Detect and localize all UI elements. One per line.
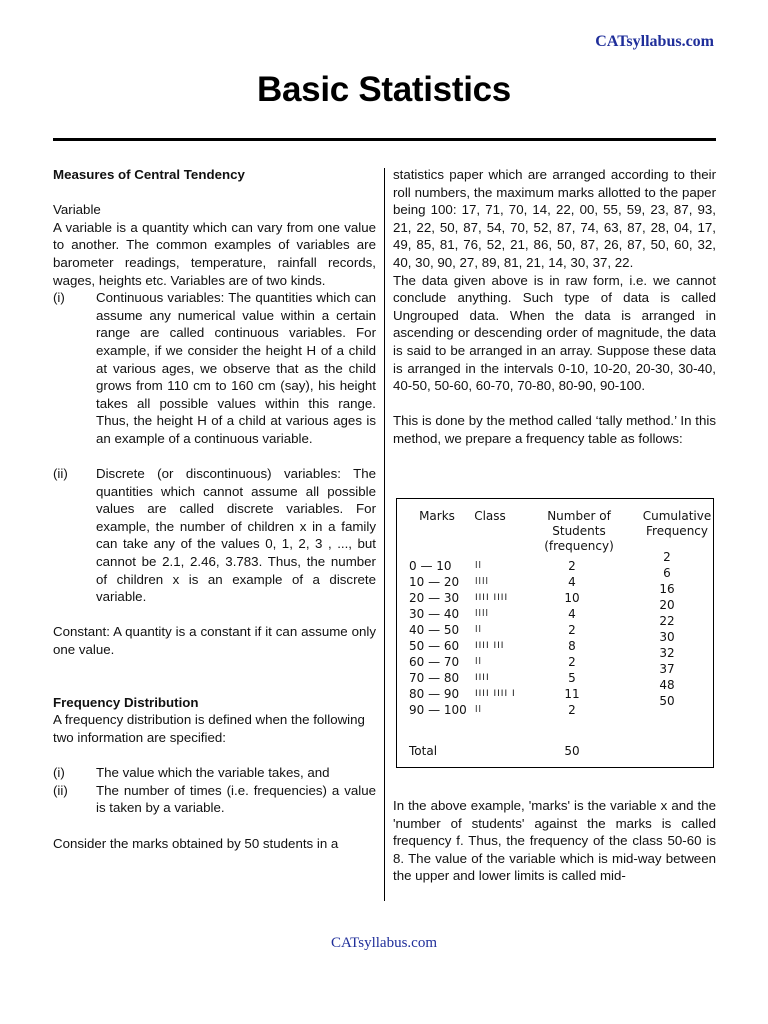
cell-cumulative: 2 — [663, 550, 671, 564]
table-total-row — [397, 743, 715, 759]
cell-marks: 30 — 40 — [409, 607, 460, 621]
heading-frequency-distribution: Frequency Distribution — [53, 694, 199, 710]
cell-tally: ll — [475, 561, 483, 571]
header-students — [519, 509, 639, 554]
cell-cumulative: 50 — [659, 694, 675, 708]
variable-paragraph: A variable is a quantity which can vary from one value to another. The common examples of variables are barometer readings, temperature, rainfall records, wages, heights etc. Variables are of two kinds. — [53, 219, 376, 288]
list-text: Continuous variables: The quantities which can assume any numerical value within a certain range are called continuous variables. For example, if we consider the height H of a child at various ages, we observe that as the child grows from 110 cm to 160 cm (say), his height takes all possible values within this range. Thus, the height H of a child at various ages is an example of a continuous variable. — [96, 290, 376, 446]
cell-frequency: 2 — [568, 655, 576, 669]
cell-cumulative: 37 — [659, 662, 675, 676]
cell-total-label: Total — [409, 744, 438, 758]
header-cumulative-line1: Cumulative — [642, 509, 712, 523]
variable-explanation-paragraph: In the above example, 'marks' is the variable x and the 'number of students' against the marks is called frequency f. Thus, the frequency of the class 50-60 is 8. The value of the variable which is mid-way between the upper and lower limits is called mid- — [393, 798, 716, 884]
cell-frequency: 8 — [568, 639, 576, 653]
cell-tally: ll — [475, 625, 483, 635]
frequency-table — [396, 498, 714, 768]
constant-paragraph: Constant: A quantity is a constant if it can assume only one value. — [53, 624, 376, 658]
cell-cumulative: 48 — [659, 678, 675, 692]
cell-marks: 90 — 100 — [409, 703, 467, 717]
cell-cumulative: 20 — [659, 598, 675, 612]
cell-frequency: 11 — [564, 687, 580, 701]
cell-cumulative: 16 — [659, 582, 675, 596]
right-column — [393, 166, 716, 448]
raw-data-paragraph: statistics paper which are arranged according to their roll numbers, the maximum marks allotted to the paper being 100: 17, 71, 70, 14, 22, 00, 55, 59, 23, 87, 93, 21, 22, 50, 87, 54, 70, 52, 87, 74, 63, 87, 28, 04, 17, 49, 85, 81, 76, 52, 21, 86, 50, 87, 26, 87, 50, 60, 32, 40, 30, 90, 27, 89, 81, 21, 14, 30, 37, 22. — [393, 167, 716, 270]
cell-frequency: 10 — [564, 591, 580, 605]
cell-marks: 40 — 50 — [409, 623, 460, 637]
right-column-lower — [393, 797, 716, 885]
list-item-value — [53, 764, 376, 782]
header-cumulative — [641, 509, 713, 539]
cell-tally: llll — [475, 609, 490, 619]
cell-tally: IIII IIII I — [475, 689, 516, 699]
title-rule — [53, 138, 716, 141]
cell-frequency: 5 — [568, 671, 576, 685]
cell-cumulative: 22 — [659, 614, 675, 628]
cell-marks: 50 — 60 — [409, 639, 460, 653]
heading-central-tendency: Measures of Central Tendency — [53, 167, 245, 182]
page-title: Basic Statistics — [257, 70, 511, 109]
header-class: Class — [474, 509, 506, 523]
list-number: (i) — [53, 765, 65, 781]
cell-frequency: 2 — [568, 703, 576, 717]
header-students-line1: Number of Students — [547, 509, 611, 538]
cell-tally: llll — [475, 577, 490, 587]
column-divider — [384, 168, 385, 901]
list-text: Discrete (or discontinuous) variables: The quantities which cannot assume all possible values are called discrete variables. For example, the number of children x in a family can take any of the values 0, 1, 2, 3 , ..., but cannot be 2.1, 2.46, 3.783. Thus, the number of children x is an example of a discrete variable. — [96, 466, 376, 605]
frequency-paragraph: A frequency distribution is defined when the following two information are specified: — [53, 712, 365, 745]
header-students-line2: (frequency) — [544, 539, 614, 553]
cell-cumulative: 30 — [659, 630, 675, 644]
cell-frequency: 4 — [568, 607, 576, 621]
cell-marks: 20 — 30 — [409, 591, 460, 605]
cell-tally: ll — [475, 657, 483, 667]
cell-tally: IIII — [475, 673, 490, 683]
cell-cumulative: 32 — [659, 646, 675, 660]
cell-marks: 70 — 80 — [409, 671, 460, 685]
list-number: (ii) — [53, 466, 68, 482]
site-header-link[interactable]: CATsyllabus.com — [595, 33, 714, 50]
cell-tally: IIII IIII — [475, 593, 509, 603]
cell-marks: 80 — 90 — [409, 687, 460, 701]
list-text: The value which the variable takes, and — [96, 765, 330, 781]
cell-frequency: 4 — [568, 575, 576, 589]
ungrouped-paragraph: The data given above is in raw form, i.e. we cannot conclude anything. Such type of data is called Ungrouped data. When the data is arranged in ascending or descending order of magnitude, the data is said to be arranged in an array. Suppose these data is arranged in the intervals 0-10, 10-20, 20-30, 30-40, 40-50, 50-60, 60-70, 70-80, 80-90, 90-100. — [393, 272, 716, 394]
cell-tally: IIII III — [475, 641, 505, 651]
list-item-continuous — [53, 289, 376, 447]
cell-frequency: 2 — [568, 559, 576, 573]
list-item-discrete — [53, 465, 376, 606]
consider-paragraph: Consider the marks obtained by 50 students in a — [53, 835, 339, 851]
list-number: (ii) — [53, 782, 68, 798]
cell-cumulative: 6 — [663, 566, 671, 580]
cell-marks: 60 — 70 — [409, 655, 460, 669]
list-item-frequency — [53, 782, 376, 817]
cell-marks: 0 — 10 — [409, 559, 452, 573]
cell-total-value: 50 — [564, 744, 580, 758]
variable-heading: Variable — [53, 202, 101, 218]
tally-method-paragraph: This is done by the method called ‘tally method.’ In this method, we prepare a frequency table as follows: — [393, 413, 716, 446]
header-marks: Marks — [419, 509, 455, 523]
header-cumulative-line2: Frequency — [646, 524, 708, 538]
cell-tally: ll — [475, 705, 483, 715]
left-column — [53, 166, 376, 852]
cell-marks: 10 — 20 — [409, 575, 460, 589]
footer-link[interactable]: CATsyllabus.com — [330, 935, 438, 951]
list-text: The number of times (i.e. frequencies) a value is taken by a variable. — [96, 782, 376, 816]
cell-frequency: 2 — [568, 623, 576, 637]
list-number: (i) — [53, 290, 65, 306]
